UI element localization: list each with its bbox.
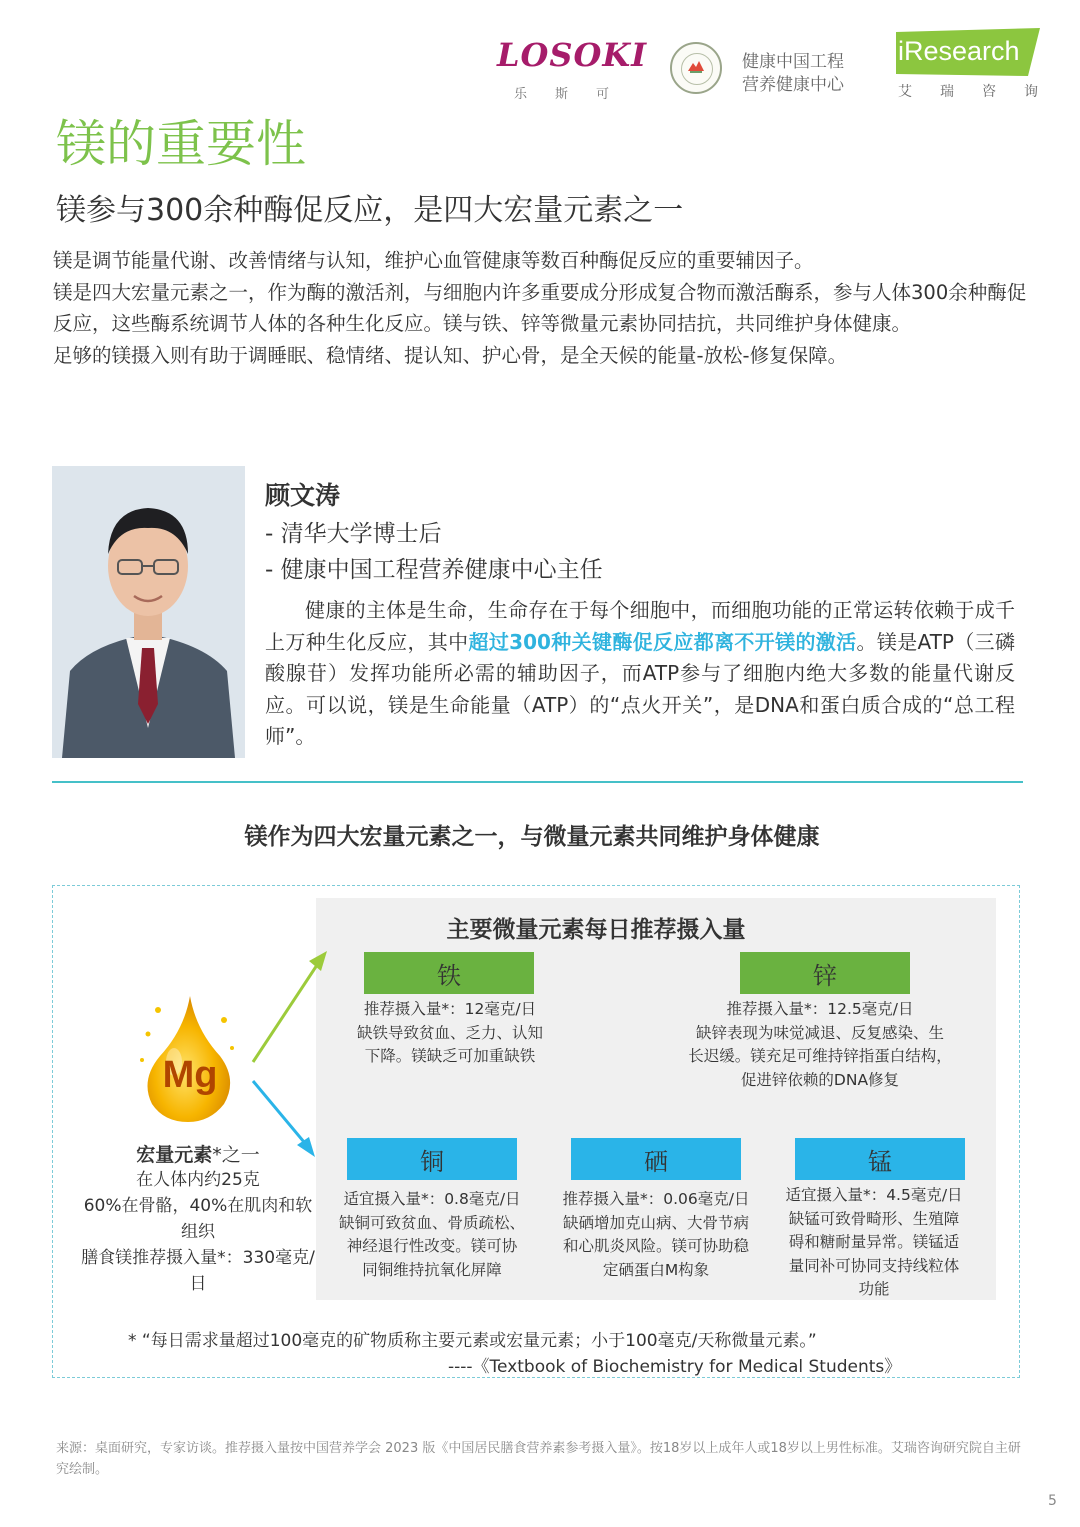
losoki-logo: LOSOKI: [497, 36, 648, 74]
center-name-line1: 健康中国工程: [742, 52, 844, 72]
element-selenium-info: 推荐摄入量*：0.06毫克/日 缺硒增加克山病、大骨节病 和心肌炎风险。镁可协助稳 定硒蛋白M构象: [562, 1190, 750, 1279]
element-iron-info: 推荐摄入量*：12毫克/日 缺铁导致贫血、乏力、认知 下降。镁缺乏可加重缺铁: [356, 1000, 543, 1065]
magnesium-drop-icon: [128, 990, 248, 1125]
arrows: [245, 945, 335, 1170]
intro-paragraph-1: 镁是调节能量代谢、改善情绪与认知，维护心血管健康等数百种酶促反应的重要辅因子。: [53, 249, 814, 272]
section-divider: [52, 781, 1023, 783]
expert-credential-2: - 健康中国工程营养健康中心主任: [265, 557, 603, 583]
magnesium-distribution: 60%在骨骼，40%在肌肉和软组织: [83, 1196, 313, 1242]
expert-quote: [265, 595, 1015, 753]
element-zinc-label: 锌: [740, 952, 910, 994]
expert-photo: [52, 466, 245, 758]
element-copper-label: 铜: [347, 1138, 517, 1180]
element-iron-label: 铁: [364, 952, 534, 994]
intro-text: [53, 245, 1033, 371]
quote-text-end: 。镁是ATP（三磷酸腺苷）发挥功能所必需的辅助因子，而ATP参与了细胞内绝大多数的能量代谢反应。可以说，镁是生命能量（ATP）的“点火开关”，是DNA和蛋白质合成的“总工程师”。: [265, 629, 1016, 748]
magnesium-recommended-intake: 膳食镁推荐摄入量*：330毫克/日: [81, 1248, 315, 1294]
trace-elements-panel-title: 主要微量元素每日推荐摄入量: [446, 917, 746, 943]
magnesium-symbol: Mg: [162, 1054, 218, 1096]
arrow-to-copper-selenium-manganese: [253, 1081, 309, 1148]
definition-footnote: * “每日需求量超过100毫克的矿物质称主要元素或宏量元素；小于100毫克/天称微量元素。”: [128, 1331, 817, 1351]
quote-highlight: 超过300种关键酶促反应都离不开镁的激活: [468, 629, 857, 654]
center-seal-logo: [670, 42, 722, 94]
source-note: 来源：桌面研究，专家访谈。推荐摄入量按中国营养学会 2023 版《中国居民膳食营养素参考摄入量》。按18岁以上成年人或18岁以上男性标准。艾瑞咨询研究院自主研究绘制。: [56, 1441, 1021, 1477]
magnesium-title: 宏量元素*之一: [136, 1144, 260, 1166]
intro-paragraph-2: 镁是四大宏量元素之一，作为酶的激活剂，与细胞内许多重要成分形成复合物而激活酶系，参与人体300余种酶促反应，这些酶系统调节人体的各种生化反应。镁与铁、锌等微量元素协同拮抗，共同维护身体健康。: [53, 280, 1027, 335]
iresearch-logo-subtitle: 艾瑞咨询: [898, 84, 1066, 100]
quote-text-start: 健康的主体是生命，生命存在于每个细胞中，而细胞功能的正常运转依赖于成千上万种生化反应，其中: [265, 598, 1015, 654]
page-title: 镁的重要性: [56, 115, 306, 173]
footnote-reference: ----《Textbook of Biochemistry for Medical Students》: [448, 1357, 902, 1377]
page-number: 5: [1048, 1493, 1057, 1509]
element-manganese-label: 锰: [795, 1138, 965, 1180]
expert-credential-1: - 清华大学博士后: [265, 521, 442, 547]
iresearch-logo: iResearch: [898, 36, 1020, 66]
element-copper-info: 适宜摄入量*：0.8毫克/日 缺铜可致贫血、骨质疏松、 神经退行性改变。镁可协 同铜维持抗氧化屏障: [338, 1190, 525, 1279]
magnesium-body-amount: 在人体内约25克: [136, 1170, 260, 1190]
element-selenium-label: 硒: [571, 1138, 741, 1180]
magnesium-info: [78, 1140, 318, 1297]
arrow-to-iron-zinc: [253, 959, 321, 1062]
section-title: 镁作为四大宏量元素之一，与微量元素共同维护身体健康: [244, 824, 820, 850]
page-subtitle: 镁参与300余种酶促反应，是四大宏量元素之一: [56, 193, 684, 228]
element-manganese-info: 适宜摄入量*：4.5毫克/日 缺锰可致骨畸形、生殖障 碍和糖耐量异常。镁锰适 量同补可协同支持线粒体 功能: [785, 1186, 963, 1298]
center-name-line2: 营养健康中心: [742, 75, 844, 95]
losoki-logo-subtitle: 乐斯可: [514, 87, 638, 102]
intro-paragraph-3: 足够的镁摄入则有助于调睡眠、稳情绪、提认知、护心骨，是全天候的能量-放松-修复保障。: [53, 343, 848, 367]
element-zinc-info: 推荐摄入量*：12.5毫克/日 缺锌表现为味觉减退、反复感染、生 长迟缓。镁充足可维持锌指蛋白结构， 促进锌依赖的DNA修复: [688, 1000, 952, 1089]
expert-name: 顾文涛: [265, 481, 341, 510]
